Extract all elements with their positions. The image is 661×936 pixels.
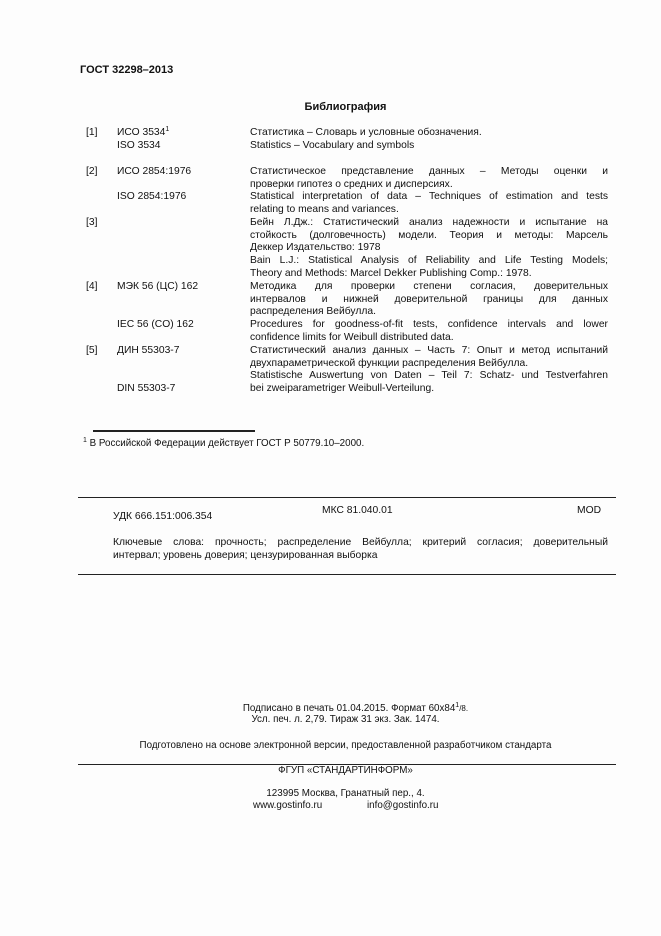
website-link[interactable]: www.gostinfo.ru — [253, 800, 323, 811]
email-link[interactable]: info@gostinfo.ru — [367, 800, 439, 811]
footnote-mark: 1 — [83, 437, 87, 444]
prepared-note: Подготовлено на основе электронной версии, предоставленной разработчиком стандарта — [139, 740, 552, 751]
ref-text-ru: Методика для проверки степени согласия, доверительных интервалов и нижней доверительной границы для данных распределения Вейбулла. — [250, 281, 608, 318]
ref-code-ru: ИСО 3534$^1$ — [117, 126, 170, 138]
footnote-marker: 1 — [165, 126, 170, 133]
ref-number: [2] — [86, 166, 98, 177]
ref-code-ru: ИСО 2854:1976 — [117, 166, 192, 177]
ref-code-ru: ДИН 55303-7 — [117, 345, 180, 356]
publisher-address: 123995 Москва, Гранатный пер., 4. — [266, 788, 425, 799]
ref-text-ru: Статистический анализ данных – Часть 7: Опыт и метод испытаний двухпараметрической функции распределения Вейбулла. — [250, 345, 608, 369]
ref-text-en: Statistics – Vocabulary and symbols — [250, 140, 415, 151]
ref-number: [4] — [86, 281, 98, 292]
mod-label: MOD — [577, 505, 602, 516]
document-code: ГОСТ 32298–2013 — [80, 64, 174, 76]
udk-code: УДК 666.151:006.354 — [113, 511, 213, 522]
mks-code: МКС 81.040.01 — [322, 505, 393, 516]
ref-text-ru: Бейн Л.Дж.: Статистический анализ надежности и испытание на стойкость (долговечность) модели. Теория и методы: Марсель Деккер Издательство: 1978 — [250, 217, 608, 254]
ref-code-en: ISO 3534 — [117, 140, 161, 151]
ref-text-en: Bain L.J.: Statistical Analysis of Reliability and Life Testing Models; Theory and Methods: Marcel Dekker Publishing Comp.: 1978. — [250, 255, 608, 279]
signed-line: Подписано в печать 01.04.2015. Формат $60x84^1/8$. — [242, 702, 469, 714]
ref-number: [5] — [86, 345, 98, 356]
keywords: Ключевые слова: прочность; распределение Вейбулла; критерий согласия; доверительный интервал; уровень доверия; цензурированная выборка — [113, 537, 608, 561]
ref-number: [1] — [86, 127, 98, 138]
ref-code-en: IEC 56 (CO) 162 — [117, 319, 194, 330]
divider — [78, 574, 616, 575]
ref-text-en: Statistical interpretation of data – Techniques of estimation and tests relating to means and variances. — [250, 191, 608, 215]
divider — [78, 497, 616, 498]
footnote-divider — [93, 430, 255, 432]
ref-code-en: ISO 2854:1976 — [117, 191, 187, 202]
publisher-name: ФГУП «СТАНДАРТИНФОРМ» — [278, 765, 413, 776]
footnote: $^1$ В Российской Федерации действует ГОСТ Р 50779.10–2000. — [83, 437, 365, 449]
ref-text-ru: Статистическое представление данных – Методы оценки и проверки гипотез о средних и дисперсиях. — [250, 166, 608, 190]
ref-text-ru: Статистика – Словарь и условные обозначения. — [250, 127, 482, 138]
ref-number: [3] — [86, 217, 98, 228]
bibliography-title: Библиография — [304, 101, 387, 113]
ref-text-en: Procedures for goodness-of-fit tests, confidence intervals and lower confidence limits for Weibull distributed data. — [250, 319, 608, 343]
ref-code-ru: МЭК 56 (ЦС) 162 — [117, 281, 199, 292]
ref-code-en: DIN 55303-7 — [117, 383, 176, 394]
ref-text-en: Statistische Auswertung von Daten – Teil 7: Schatz- und Testverfahren bei zweiparametriger Weibull-Verteilung. — [250, 370, 608, 394]
print-line: Усл. печ. л. 2,79. Тираж 31 экз. Зак. 1474. — [251, 714, 440, 725]
